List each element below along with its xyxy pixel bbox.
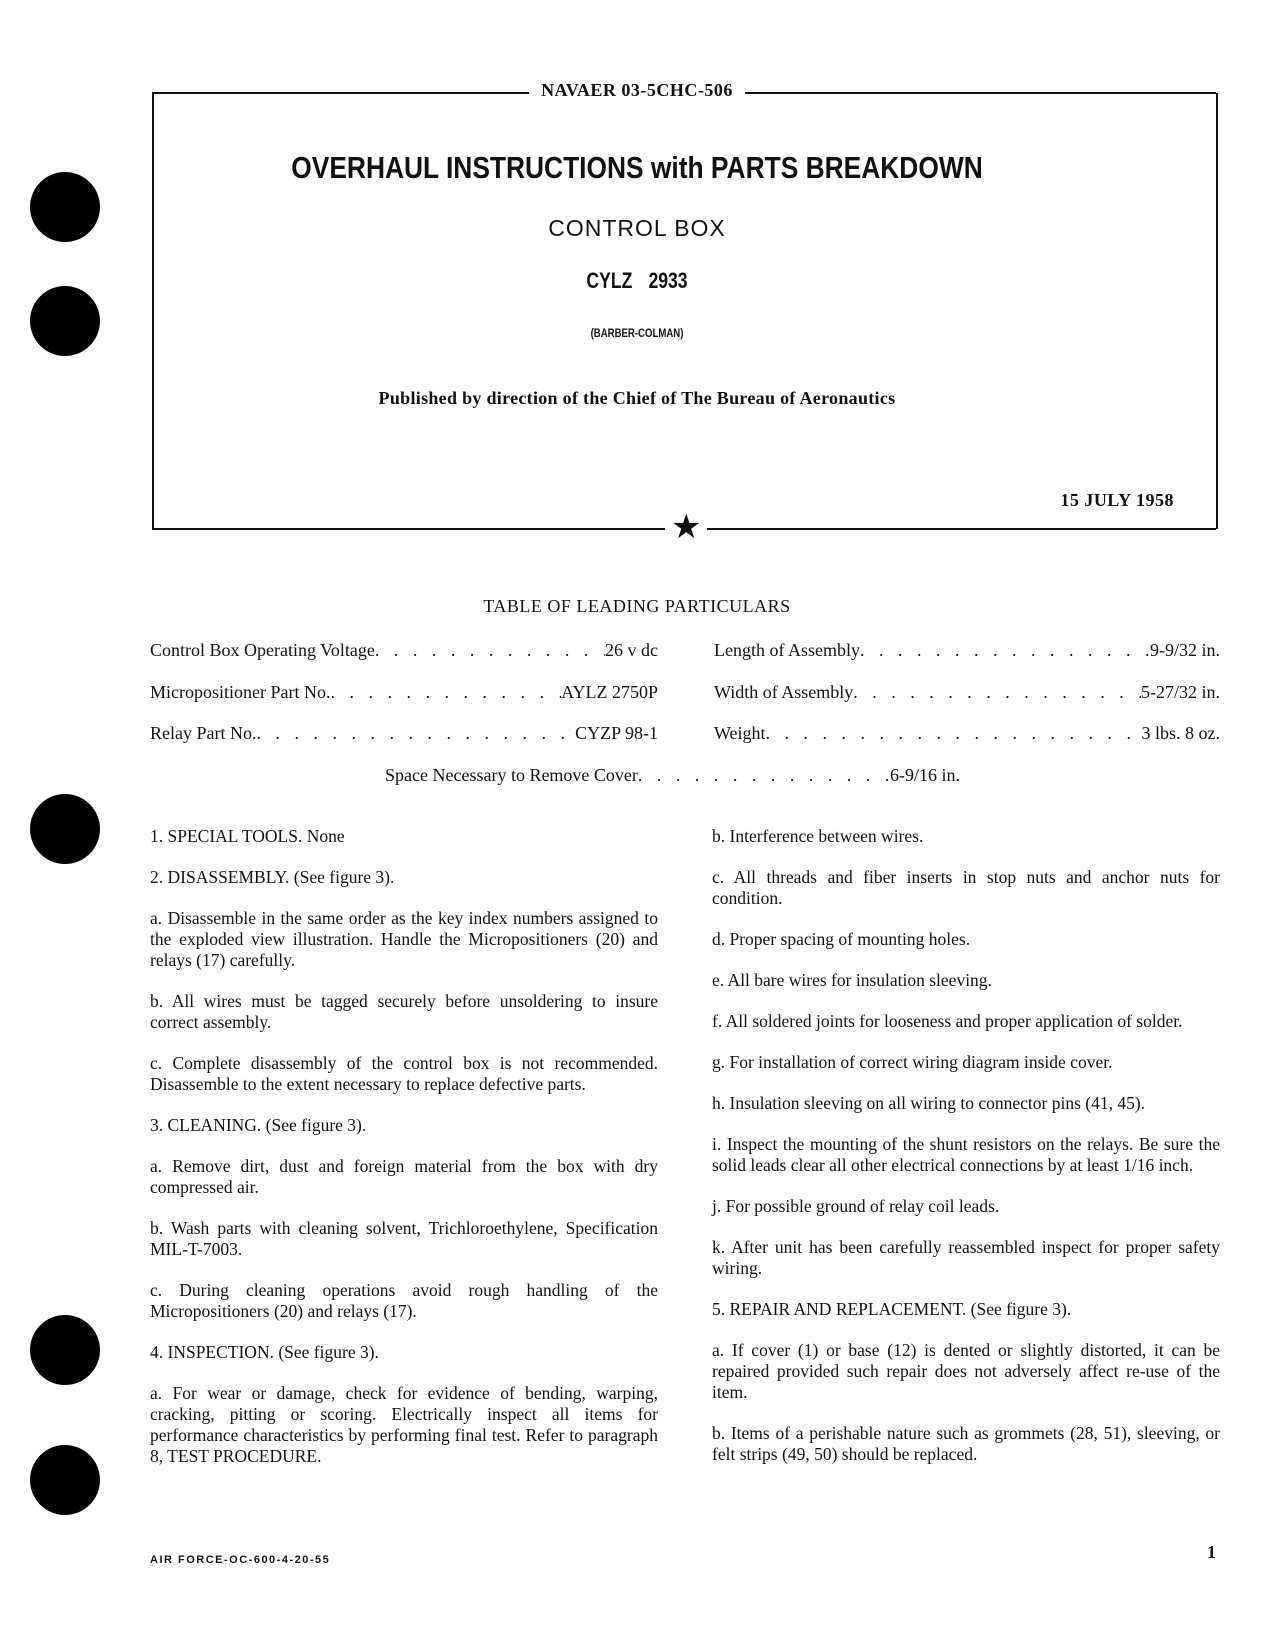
particular-value: 5-27/32 in. (1141, 682, 1220, 702)
punch-hole (30, 794, 100, 864)
particular-value: 3 lbs. 8 oz. (1141, 723, 1220, 743)
particular-row (714, 640, 1220, 661)
particular-label: Weight (714, 723, 766, 743)
paragraph: 5. REPAIR AND REPLACEMENT. (See figure 3). (712, 1299, 1072, 1319)
paragraph: b. Wash parts with cleaning solvent, Trichloroethylene, Specification MIL-T-7003. (150, 1218, 658, 1259)
particular-label: Control Box Operating Voltage (150, 640, 375, 660)
publication-date: 15 JULY 1958 (1060, 490, 1174, 510)
particular-row (714, 723, 1220, 744)
particulars-title: TABLE OF LEADING PARTICULARS (483, 596, 791, 616)
body-column-left (150, 826, 658, 1487)
particular-row (385, 765, 960, 786)
publication-authority: Published by direction of the Chief of The Bureau of Aeronautics (378, 388, 896, 408)
particular-label: Length of Assembly (714, 640, 860, 660)
particular-value: 26 v dc (605, 640, 658, 660)
particular-value: 9-9/32 in. (1150, 640, 1220, 660)
punch-hole (30, 286, 100, 356)
paragraph: c. Complete disassembly of the control box is not recommended. Disassemble to the extent necessary to replace defective parts. (150, 1053, 658, 1094)
manufacturer: (BARBER-COLMAN) (590, 326, 684, 340)
particular-label: Width of Assembly (714, 682, 854, 702)
paragraph: 3. CLEANING. (See figure 3). (150, 1115, 367, 1135)
paragraph: h. Insulation sleeving on all wiring to connector pins (41, 45). (712, 1093, 1146, 1113)
paragraph: 4. INSPECTION. (See figure 3). (150, 1342, 379, 1362)
particular-label: Micropositioner Part No. (150, 682, 331, 702)
paragraph: a. For wear or damage, check for evidence of bending, warping, cracking, pitting or scoring. Electrically inspect all items for performance characteristics by performing final test. Refer to paragraph 8, TEST PROCEDURE. (150, 1383, 658, 1466)
body-column-right (712, 826, 1220, 1485)
particular-value: CYZP 98-1 (575, 723, 658, 743)
paragraph: a. Remove dirt, dust and foreign material from the box with dry compressed air. (150, 1156, 658, 1197)
paragraph: g. For installation of correct wiring diagram inside cover. (712, 1052, 1113, 1072)
paragraph: 1. SPECIAL TOOLS. None (150, 826, 345, 846)
paragraph: a. If cover (1) or base (12) is dented or slightly distorted, it can be repaired provided such repair does not adversely affect re-use of the item. (712, 1340, 1220, 1402)
punch-hole (30, 1445, 100, 1515)
paragraph: k. After unit has been carefully reassembled inspect for proper safety wiring. (712, 1237, 1220, 1278)
paragraph: c. During cleaning operations avoid rough handling of the Micropositioners (20) and relays (17). (150, 1280, 658, 1321)
particular-row (150, 682, 658, 703)
paragraph: f. All soldered joints for looseness and proper application of solder. (712, 1011, 1183, 1031)
paragraph: e. All bare wires for insulation sleeving. (712, 970, 992, 990)
star-icon: ★ (665, 508, 707, 548)
paragraph: a. Disassemble in the same order as the key index numbers assigned to the exploded view illustration. Handle the Micropositioners (20) and relays (17) carefully. (150, 908, 658, 970)
punch-hole (30, 1315, 100, 1385)
document-title: OVERHAUL INSTRUCTIONS with PARTS BREAKDOWN (291, 150, 983, 185)
model-number: CYLZ 2933 (586, 268, 688, 293)
particular-row (150, 723, 658, 744)
paragraph: 2. DISASSEMBLY. (See figure 3). (150, 867, 395, 887)
document-subtitle: CONTROL BOX (548, 215, 726, 241)
paragraph: c. All threads and fiber inserts in stop nuts and anchor nuts for condition. (712, 867, 1220, 908)
paragraph: b. Interference between wires. (712, 826, 924, 846)
particular-value: 6-9/16 in. (890, 765, 960, 785)
paragraph: d. Proper spacing of mounting holes. (712, 929, 971, 949)
particular-label: Space Necessary to Remove Cover (385, 765, 638, 785)
particular-value: AYLZ 2750P (561, 682, 658, 702)
particular-label: Relay Part No. (150, 723, 257, 743)
paragraph: j. For possible ground of relay coil leads. (712, 1196, 1000, 1216)
page-number: 1 (1207, 1542, 1216, 1562)
paragraph: i. Inspect the mounting of the shunt resistors on the relays. Be sure the solid leads clear all other electrical connections by at least 1/16 inch. (712, 1134, 1220, 1175)
paragraph: b. Items of a perishable nature such as grommets (28, 51), sleeving, or felt strips (49, 50) should be replaced. (712, 1423, 1220, 1464)
document-number: NAVAER 03-5CHC-506 (0, 80, 1274, 101)
print-code: AIR FORCE-OC-600-4-20-55 (150, 1554, 331, 1566)
particular-row (714, 682, 1220, 703)
paragraph: b. All wires must be tagged securely before unsoldering to insure correct assembly. (150, 991, 658, 1032)
particular-row (150, 640, 658, 661)
